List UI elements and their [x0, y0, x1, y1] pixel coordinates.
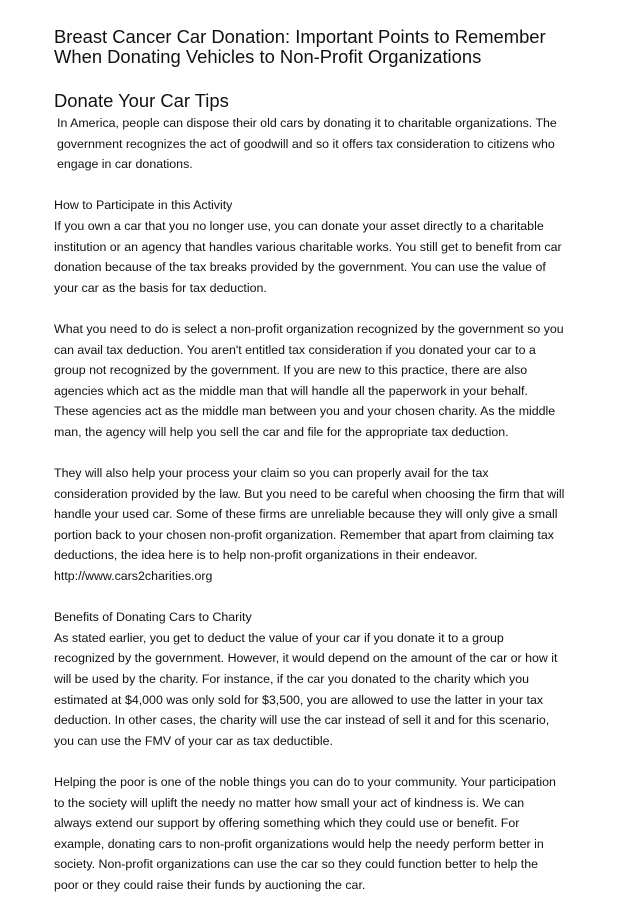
benefits-line: will be used by the charity. For instance, if the car you donated to the charity which you [54, 672, 529, 687]
select-org-line: group not recognized by the government. If you are new to this practice, there are also [54, 363, 528, 378]
select-org-paragraph [54, 319, 594, 443]
helping-line: Helping the poor is one of the noble things you can do to your community. Your participation [54, 775, 556, 789]
claim-line: consideration provided by the law. But you need to be careful when choosing the firm that will [54, 486, 565, 501]
claim-line: deductions, the idea here is to help non-profit organizations in their endeavor. [54, 548, 478, 563]
intro-line: In America, people can dispose their old cars by donating it to charitable organizations. The [57, 116, 557, 130]
intro-line: engage in car donations. [57, 157, 193, 172]
claim-line: They will also help your process your claim so you can properly avail for the tax [54, 466, 489, 481]
participate-line: donation because of the tax breaks provided by the government. You can use the value of [54, 260, 546, 275]
document-title [54, 27, 594, 67]
helping-line: to the society will uplift the needy no matter how small your act of kindness is. We can [54, 795, 525, 810]
helping-line: example, donating cars to non-profit organizations would help the needy perform better in [54, 836, 544, 851]
participate-line: your car as the basis for tax deduction. [54, 280, 267, 295]
claim-line: portion back to your chosen non-profit organization. Remember that apart from claiming tax [54, 527, 555, 542]
helping-line: society. Non-profit organizations can use the car so they could function better to help the [54, 857, 538, 872]
title-line-1: Breast Cancer Car Donation: Important Points to Remember [54, 26, 546, 47]
section-heading: Donate Your Car Tips [54, 90, 229, 111]
document-page [54, 27, 594, 896]
benefits-line: As stated earlier, you get to deduct the value of your car if you donate it to a group [54, 630, 504, 645]
helping-line: poor or they could raise their funds by auctioning the car. [54, 877, 366, 892]
benefits-line: you can use the FMV of your car as tax deductible. [54, 733, 333, 748]
intro-line: government recognizes the act of goodwill and so it offers tax consideration to citizens who [57, 136, 555, 151]
benefits-heading: Benefits of Donating Cars to Charity [54, 610, 252, 625]
select-org-line: agencies which act as the middle man that will handle all the paperwork in your behalf. [54, 383, 528, 398]
cars2charities-link[interactable]: http://www.cars2charities.org [54, 569, 213, 584]
participate-heading: How to Participate in this Activity [54, 198, 233, 213]
benefits-line: estimated at $4,000 was only sold for $3,500, you are allowed to use the latter in your tax [54, 692, 544, 707]
participate-section [54, 195, 594, 298]
select-org-line: can avail tax deduction. You aren't entitled tax consideration if you donated your car to a [54, 342, 536, 357]
intro-paragraph [54, 113, 594, 175]
benefits-section [54, 607, 594, 751]
select-org-line: What you need to do is select a non-profit organization recognized by the government so you [54, 321, 564, 336]
benefits-line: recognized by the government. However, it would depend on the amount of the car or how it [54, 651, 558, 666]
select-org-line: man, the agency will help you sell the car and file for the appropriate tax deduction. [54, 424, 509, 439]
claim-paragraph [54, 463, 594, 587]
participate-line: If you own a car that you no longer use, you can donate your asset directly to a charitable [54, 218, 544, 233]
title-line-2: When Donating Vehicles to Non-Profit Organizations [54, 46, 482, 67]
claim-line: handle your used car. Some of these firms are unreliable because they will only give a small [54, 507, 558, 522]
benefits-line: deduction. In other cases, the charity will use the car instead of sell it and for this scenario, [54, 713, 550, 728]
participate-line: institution or an agency that handles various charitable works. You still get to benefit from car [54, 239, 562, 254]
helping-paragraph [54, 772, 594, 896]
select-org-line: These agencies act as the middle man between you and your chosen charity. As the middle [54, 404, 556, 419]
helping-line: always extend our support by offering something which they could use or benefit. For [54, 816, 520, 831]
